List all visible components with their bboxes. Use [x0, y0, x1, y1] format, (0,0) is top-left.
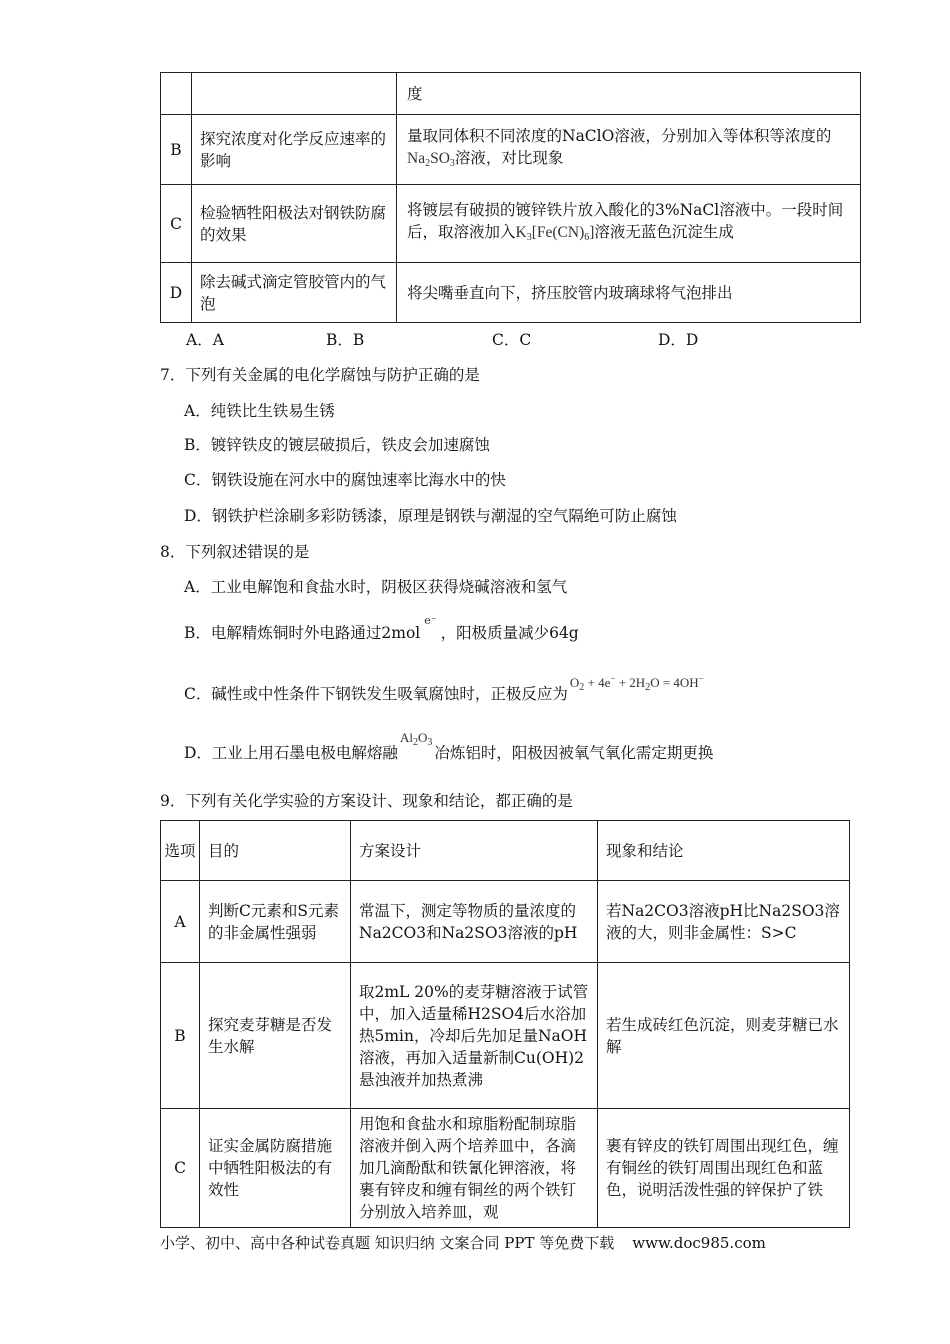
q8-option-d[interactable] [184, 730, 714, 764]
purpose-cell: 探究麦芽糖是否发生水解 [200, 963, 351, 1109]
design-cell [397, 115, 861, 185]
q8-option-b[interactable] [184, 614, 579, 643]
header-design: 方案设计 [351, 821, 598, 881]
option-label [161, 73, 192, 115]
design-text: 溶液无蓝色沉淀生成 [594, 222, 734, 241]
q7-option-a[interactable]: A．纯铁比生铁易生锈 [184, 402, 335, 420]
purpose-cell: 证实金属防腐措施中牺牲阳极法的有效性 [200, 1109, 351, 1228]
purpose-cell: 判断C元素和S元素的非金属性强弱 [200, 881, 351, 963]
design-cell: 度 [397, 73, 861, 115]
q7-option-c[interactable]: C．钢铁设施在河水中的腐蚀速率比海水中的快 [184, 471, 506, 489]
question-8-stem: 8．下列叙述错误的是 [160, 543, 310, 561]
option-label: C [161, 1109, 200, 1228]
table-row [161, 963, 850, 1109]
question-9-stem: 9．下列有关化学实验的方案设计、现象和结论，都正确的是 [160, 792, 573, 810]
design-cell [397, 185, 861, 263]
formula-na2so3: Na2SO3 [407, 149, 455, 169]
option-label: C [161, 185, 192, 263]
design-cell: 常温下，测定等物质的量浓度的Na2CO3和Na2SO3溶液的pH [351, 881, 598, 963]
result-cell: 若Na2CO3溶液pH比Na2SO3溶液的大，则非金属性：S>C [598, 881, 850, 963]
question-7-stem: 7．下列有关金属的电化学腐蚀与防护正确的是 [160, 366, 480, 384]
q7-option-d[interactable]: D．钢铁护栏涂刷多彩防锈漆，原理是钢铁与潮湿的空气隔绝可防止腐蚀 [184, 507, 677, 525]
option-label: B [161, 115, 192, 185]
choice-d[interactable]: D．D [658, 331, 699, 349]
formula-o2-reaction: O2 + 4e− + 2H2O = 4OH− [569, 673, 704, 693]
page-footer [160, 1232, 766, 1253]
footer-url[interactable]: www.doc985.com [632, 1234, 766, 1252]
purpose-cell: 除去碱式滴定管胶管内的气泡 [192, 263, 397, 323]
option-text: D．工业上用石墨电极电解熔融 [184, 744, 398, 762]
design-cell: 用饱和食盐水和琼脂粉配制琼脂溶液并倒入两个培养皿中，各滴加几滴酚酞和铁氰化钾溶液，将裹有锌皮和缠有铜丝的两个铁钉分别放入培养皿，观 [351, 1109, 598, 1228]
experiment-table-1 [160, 72, 861, 323]
result-cell: 若生成砖红色沉淀，则麦芽糖已水解 [598, 963, 850, 1109]
purpose-cell: 探究浓度对化学反应速率的影响 [192, 115, 397, 185]
design-text: 量取同体积不同浓度的NaClO溶液，分别加入等体积等浓度的 [407, 126, 832, 145]
choice-c[interactable]: C．C [492, 331, 532, 349]
q7-option-b[interactable]: B．镀锌铁皮的镀层破损后，铁皮会加速腐蚀 [184, 436, 490, 454]
result-cell: 裹有锌皮的铁钉周围出现红色，缠有铜丝的铁钉周围出现红色和蓝色，说明活泼性强的锌保护了铁 [598, 1109, 850, 1228]
design-text: 将镀层有破损的镀锌铁片放入酸化的3%NaCl溶液中。一段时间后，取溶液加入 [407, 200, 844, 241]
option-label: A [161, 881, 200, 963]
table-row [161, 185, 861, 263]
option-text: 冶炼铝时，阳极因被氧气氧化需定期更换 [434, 744, 714, 762]
choice-a[interactable]: A．A [186, 331, 224, 349]
q8-option-c[interactable] [184, 673, 704, 705]
design-text: 溶液，对比现象 [454, 148, 564, 167]
option-text: ，阳极质量减少64g [440, 624, 579, 642]
table-row [161, 1109, 850, 1228]
option-text: C．碱性或中性条件下钢铁发生吸氧腐蚀时，正极反应为 [184, 685, 568, 703]
table-row [161, 263, 861, 323]
header-purpose: 目的 [200, 821, 351, 881]
table-row [161, 73, 861, 115]
purpose-cell [192, 73, 397, 115]
table-row [161, 115, 861, 185]
formula-al2o3: Al2O3 [399, 730, 433, 748]
table-header-row [161, 821, 850, 881]
purpose-cell: 检验牺牲阳极法对钢铁防腐的效果 [192, 185, 397, 263]
header-option: 选项 [161, 821, 200, 881]
option-text: B．电解精炼铜时外电路通过2mol [184, 624, 421, 642]
design-cell: 将尖嘴垂直向下，挤压胶管内玻璃球将气泡排出 [397, 263, 861, 323]
choice-b[interactable]: B．B [326, 331, 365, 349]
experiment-table-2 [160, 820, 850, 1228]
formula-k3fecn6: K3[Fe(CN)6] [515, 223, 595, 243]
design-cell: 取2mL 20%的麦芽糖溶液于试管中，加入适量稀H2SO4后水浴加热5min，冷却后先加足量NaOH溶液，再加入适量新制Cu(OH)2悬浊液并加热煮沸 [351, 963, 598, 1109]
table-row [161, 881, 850, 963]
footer-text: 小学、初中、高中各种试卷真题 知识归纳 文案合同 PPT 等免费下载 [160, 1234, 615, 1252]
option-label: D [161, 263, 192, 323]
q8-option-a[interactable]: A．工业电解饱和食盐水时，阴极区获得烧碱溶液和氢气 [184, 578, 568, 596]
header-result: 现象和结论 [598, 821, 850, 881]
formula-electron: e⁻ [424, 614, 437, 627]
option-label: B [161, 963, 200, 1109]
